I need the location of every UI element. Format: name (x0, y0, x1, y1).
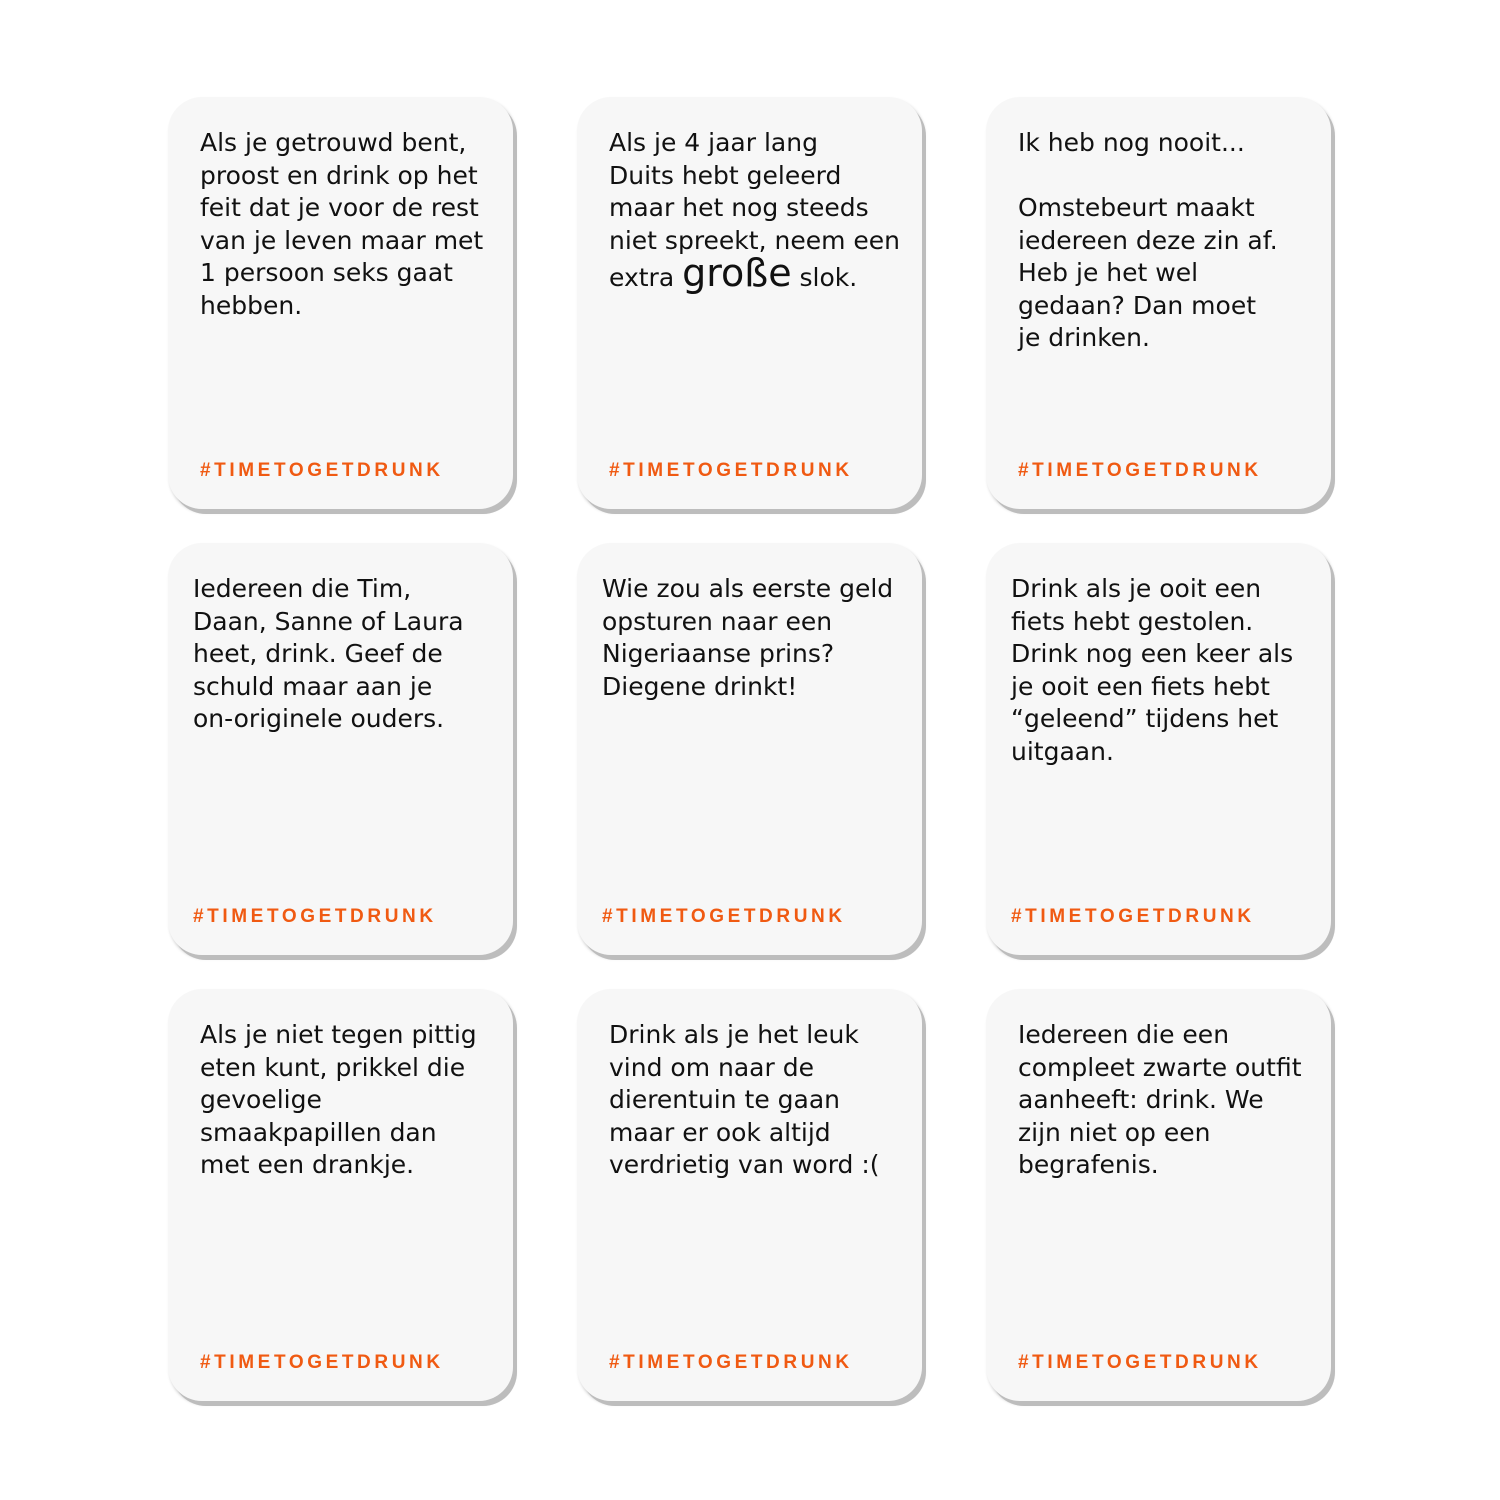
hashtag-label: #TIMETOGETDRUNK (200, 1352, 444, 1373)
card-text: Als je niet tegen pittig eten kunt, prikkel die gevoelige smaakpapillen dan met een drankje. (200, 1020, 477, 1179)
card-text-before: extra (609, 263, 683, 292)
card-grid (168, 97, 1331, 1401)
hashtag-label: #TIMETOGETDRUNK (609, 460, 853, 481)
card-5 (577, 543, 922, 955)
hashtag-label: #TIMETOGETDRUNK (193, 906, 437, 927)
card-text: Ik heb nog nooit... Omstebeurt maakt iedereen deze zin af. Heb je het wel gedaan? Dan moet je drinken. (1018, 128, 1278, 352)
card-9 (986, 989, 1331, 1401)
card-text (609, 127, 914, 295)
emphasis-word: große (682, 251, 792, 295)
card-text: Iedereen die Tim, Daan, Sanne of Laura heet, drink. Geef de schuld maar aan je on-originele ouders. (193, 574, 464, 733)
card-text: Als je getrouwd bent, proost en drink op het feit dat je voor de rest van je leven maar met 1 persoon seks gaat hebben. (200, 128, 484, 320)
card-text: Drink als je het leuk vind om naar de dierentuin te gaan maar er ook altijd verdrietig van word :( (609, 1020, 880, 1179)
card-1 (168, 97, 513, 509)
card-text: Drink als je ooit een fiets hebt gestolen. Drink nog een keer als je ooit een fiets hebt “geleend” tijdens het uitgaan. (1011, 574, 1294, 766)
card-8 (577, 989, 922, 1401)
hashtag-label: #TIMETOGETDRUNK (1018, 460, 1262, 481)
hashtag-label: #TIMETOGETDRUNK (200, 460, 444, 481)
card-text: Wie zou als eerste geld opsturen naar een Nigeriaanse prins? Diegene drinkt! (602, 574, 894, 701)
hashtag-label: #TIMETOGETDRUNK (609, 1352, 853, 1373)
card-7 (168, 989, 513, 1401)
card-3 (986, 97, 1331, 509)
card-text-lines: Als je 4 jaar lang Duits hebt geleerd maar het nog steeds niet spreekt, neem een (609, 128, 900, 255)
hashtag-label: #TIMETOGETDRUNK (1018, 1352, 1262, 1373)
card-text: Iedereen die een compleet zwarte outfit aanheeft: drink. We zijn niet op een begrafenis. (1018, 1020, 1302, 1179)
card-6 (986, 543, 1331, 955)
card-4 (168, 543, 513, 955)
card-text-after: slok. (791, 263, 858, 292)
card-2 (577, 97, 922, 509)
hashtag-label: #TIMETOGETDRUNK (602, 906, 846, 927)
hashtag-label: #TIMETOGETDRUNK (1011, 906, 1255, 927)
